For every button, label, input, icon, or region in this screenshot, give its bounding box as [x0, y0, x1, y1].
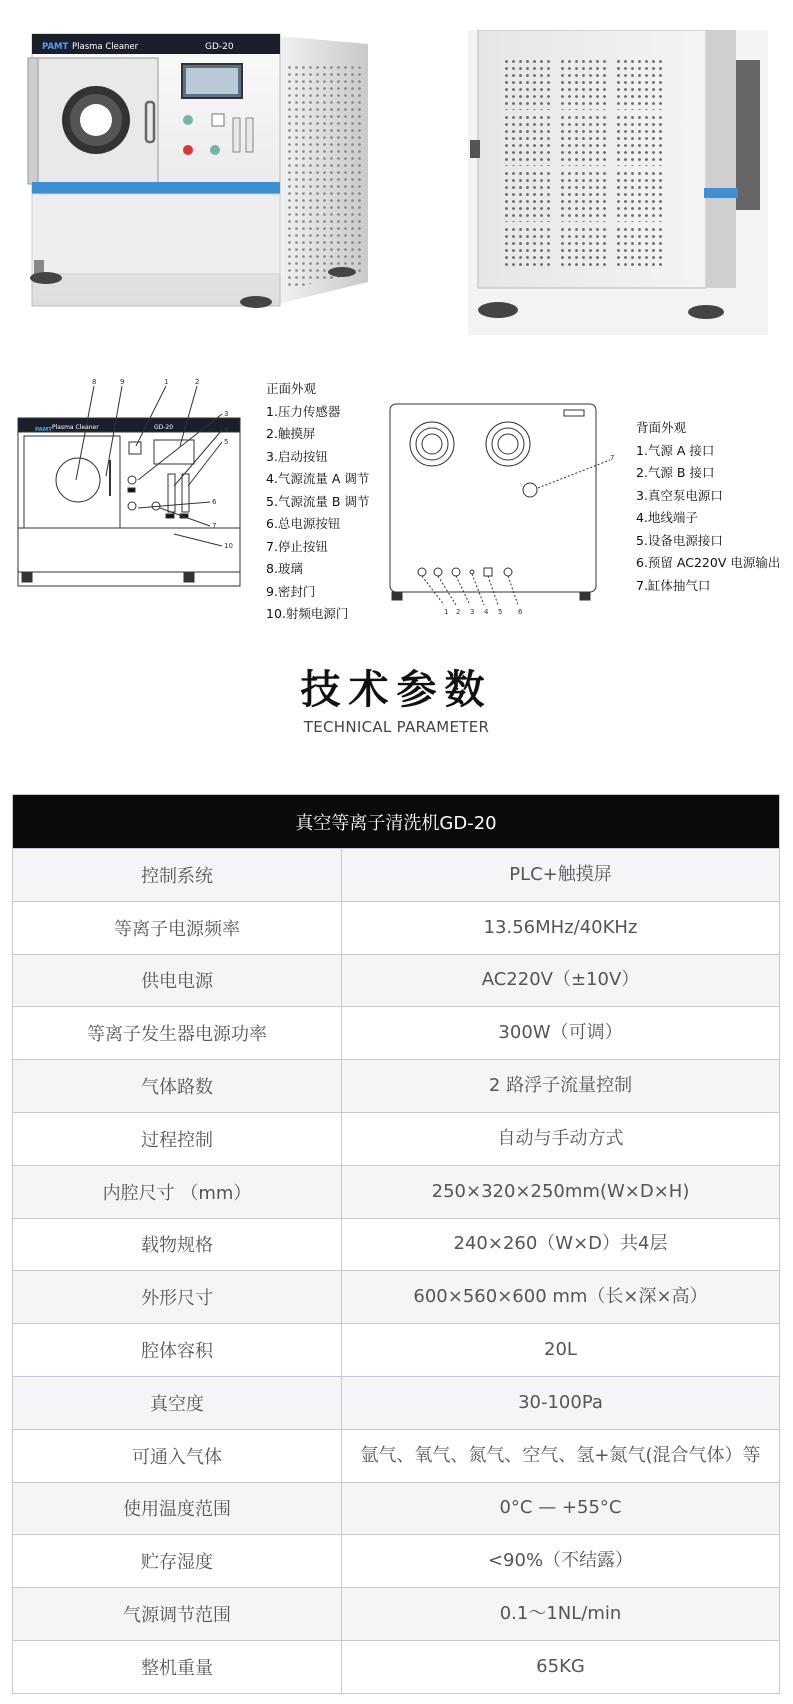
back-view-photo	[468, 30, 768, 335]
param-value: 30-100Pa	[518, 1391, 603, 1413]
table-row	[13, 901, 779, 954]
callout-6: 6	[212, 498, 217, 506]
diagram-model-text: GD-20	[154, 424, 174, 431]
table-row	[13, 1112, 779, 1165]
back-callout-3: 3	[470, 608, 475, 616]
table-row	[13, 1429, 779, 1482]
front-view-legend	[266, 378, 369, 626]
table-row	[13, 848, 779, 901]
front-legend-item: 10.射频电源门	[266, 606, 349, 621]
callout-5: 5	[224, 438, 229, 446]
param-label: 真空度	[13, 1377, 342, 1429]
param-value: <90%（不结露）	[487, 1550, 634, 1572]
table-header: 真空等离子清洗机GD-20	[13, 795, 779, 848]
param-value: PLC+触摸屏	[509, 863, 612, 885]
table-row	[13, 1376, 779, 1429]
param-label: 腔体容积	[13, 1324, 342, 1376]
front-legend-item: 2.触摸屏	[266, 426, 316, 441]
model-text: GD-20	[205, 42, 234, 52]
spec-table	[12, 794, 780, 1694]
param-value: 65KG	[536, 1655, 585, 1677]
front-legend-item: 8.玻璃	[266, 561, 303, 576]
back-callout-5: 5	[498, 608, 503, 616]
param-label: 气体路数	[13, 1060, 342, 1112]
table-row	[13, 1534, 779, 1587]
section-subtitle: TECHNICAL PARAMETER	[303, 718, 490, 736]
diagram-product-name: Plasma Cleaner	[52, 424, 99, 431]
front-view-photo	[20, 22, 380, 332]
param-label: 内腔尺寸 （mm）	[13, 1166, 342, 1218]
callout-9: 9	[120, 378, 125, 386]
back-legend-item: 6.预留 AC220V 电源输出	[636, 555, 781, 570]
param-label: 载物规格	[13, 1219, 342, 1271]
back-callout-2: 2	[456, 608, 461, 616]
back-legend-item: 2.气源 B 接口	[636, 465, 715, 480]
param-value: AC220V（±10V）	[481, 969, 640, 991]
param-value: 300W（可调）	[498, 1022, 623, 1044]
table-row	[13, 954, 779, 1007]
param-value: 氩气、氧气、氮气、空气、氢+氮气(混合气体）等	[360, 1444, 761, 1466]
back-legend-item: 3.真空泵电源口	[636, 487, 723, 503]
back-callout-4: 4	[484, 608, 489, 616]
param-value: 13.56MHz/40KHz	[483, 916, 638, 938]
callout-2: 2	[195, 378, 200, 386]
table-row	[13, 1218, 779, 1271]
param-value: 自动与手动方式	[497, 1127, 624, 1149]
callout-7: 7	[212, 522, 217, 530]
table-row	[13, 1059, 779, 1112]
param-label: 等离子发生器电源功率	[13, 1007, 342, 1059]
diagram-brand-text: PAMT	[35, 427, 53, 433]
callout-8: 8	[92, 378, 97, 386]
back-legend-item: 7.缸体抽气口	[636, 577, 711, 593]
param-value: 2 路浮子流量控制	[488, 1075, 633, 1097]
back-callout-7: 7	[610, 454, 615, 462]
back-legend-item: 5.设备电源接口	[636, 532, 723, 548]
product-name-text: Plasma Cleaner	[72, 42, 139, 52]
front-legend-title: 正面外观	[266, 381, 317, 396]
front-legend-item: 9.密封门	[266, 583, 316, 599]
table-row	[13, 1482, 779, 1535]
param-value: 240×260（W×D）共4层	[453, 1233, 668, 1255]
back-callout-6: 6	[518, 608, 523, 616]
param-label: 等离子电源频率	[13, 902, 342, 954]
brand-logo-text: PAMT	[42, 42, 69, 52]
param-value: 600×560×600 mm（长×深×高）	[413, 1286, 708, 1308]
front-legend-item: 3.启动按钮	[266, 448, 328, 464]
back-legend-item: 1.气源 A 接口	[636, 442, 715, 458]
front-legend-item: 5.气源流量 B 调节	[266, 493, 370, 509]
callout-1: 1	[164, 378, 169, 386]
table-row	[13, 1587, 779, 1640]
back-view-legend	[636, 417, 780, 597]
table-row	[13, 1640, 779, 1693]
table-row	[13, 1323, 779, 1376]
back-view-diagram	[388, 400, 628, 620]
param-value: 0.1～1NL/min	[499, 1603, 622, 1625]
front-legend-item: 1.压力传感器	[266, 403, 341, 419]
callout-10: 10	[224, 542, 233, 550]
param-label: 使用温度范围	[13, 1483, 342, 1535]
table-row	[13, 1006, 779, 1059]
front-legend-item: 7.停止按钮	[266, 538, 328, 554]
param-label: 过程控制	[13, 1113, 342, 1165]
param-value: 20L	[544, 1339, 577, 1361]
back-legend-item: 4.地线端子	[636, 510, 698, 525]
front-legend-item: 6.总电源按钮	[266, 516, 341, 531]
param-label: 贮存湿度	[13, 1535, 342, 1587]
param-label: 气源调节范围	[13, 1588, 342, 1640]
front-view-diagram	[14, 376, 264, 606]
param-label: 控制系统	[13, 849, 342, 901]
param-label: 外形尺寸	[13, 1271, 342, 1323]
param-label: 整机重量	[13, 1641, 342, 1693]
front-legend-item: 4.气源流量 A 调节	[266, 471, 370, 486]
param-label: 供电电源	[13, 955, 342, 1007]
back-callout-1: 1	[444, 608, 449, 616]
back-legend-title: 背面外观	[636, 420, 687, 435]
section-title: 技术参数	[300, 667, 493, 713]
param-value: 0°C — +55°C	[499, 1497, 622, 1519]
table-row	[13, 1270, 779, 1323]
table-row	[13, 1165, 779, 1218]
param-value: 250×320×250mm(W×D×H)	[431, 1180, 690, 1202]
callout-4: 4	[224, 426, 229, 434]
callout-3: 3	[224, 410, 229, 418]
param-label: 可通入气体	[13, 1430, 342, 1482]
